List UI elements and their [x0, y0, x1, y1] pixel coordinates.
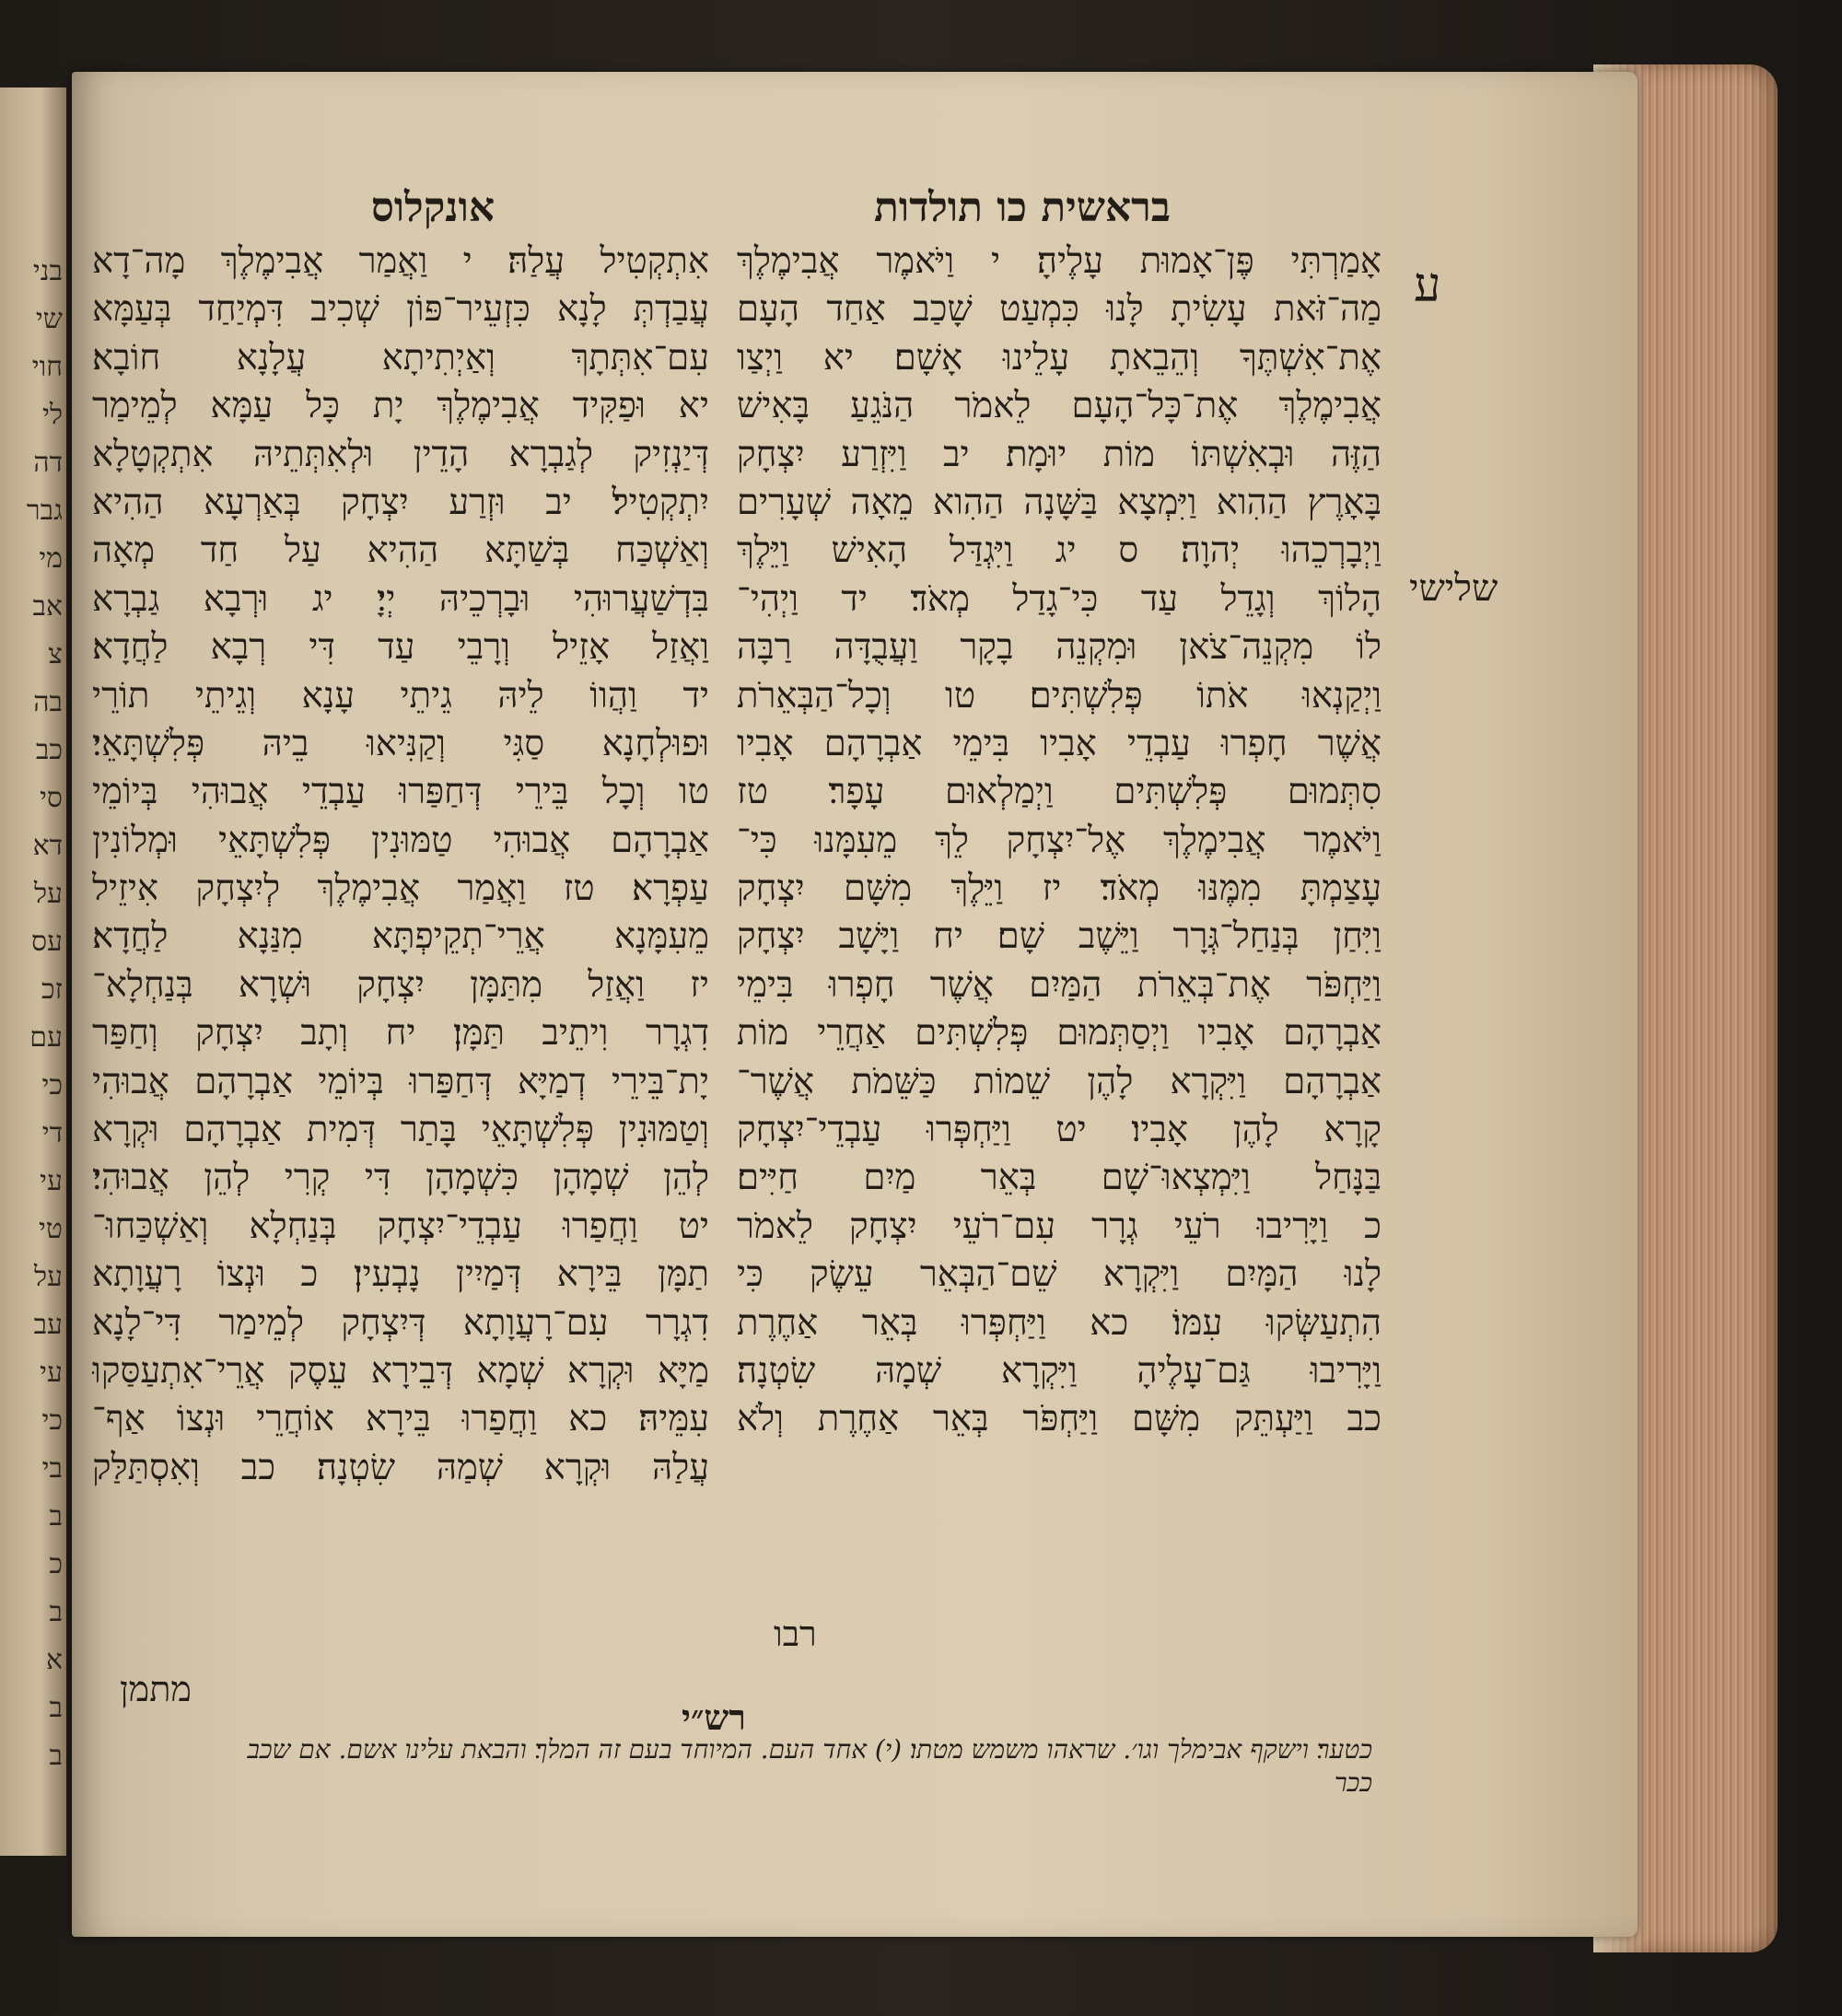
torah-text-line: עָצַמְתָּ מִמֶּנּוּ מְאֹד׃ יז וַיֵּלֶךְ מִשָּׁם יִצְחָק: [737, 868, 1382, 910]
previous-page-fragment: שי: [35, 303, 63, 335]
targum-text-line: מֵעִמָּנָא אֲרֵי־תְקֵיפְתָּא מִנַּנָא לַחֲדָא׃: [92, 915, 709, 958]
torah-text-line: בַּנָּחַל וַיִּמְצְאוּ־שָׁם בְּאֵר מַיִם חַיִּים׃: [737, 1157, 1382, 1199]
previous-page-fragment: ב: [49, 1500, 63, 1532]
torah-text-line: וַיְבָרְכֵהוּ יְהוָה׃ ס יג וַיִּגְדַּל הָאִישׁ וַיֵּלֶךְ: [737, 530, 1382, 572]
torah-text-line: הָלוֹךְ וְגָדֵל עַד כִּי־גָדַל מְאֹד׃ יד וַיְהִי־: [737, 577, 1382, 620]
torah-text-line: כב וַיַּעְתֵּק מִשָּׁם וַיַּחְפֹּר בְּאֵר אַחֶרֶת וְלֹא: [737, 1398, 1382, 1440]
previous-page-fragment: טי: [39, 1213, 63, 1245]
torah-text-line: סִתְּמוּם פְּלִשְׁתִּים וַיְמַלְאוּם עָפָר׃ טז: [737, 771, 1382, 813]
rashi-commentary: [83, 1733, 1372, 1800]
targum-text-line: עֲבַדְתְּ לָנָא כִּזְעֵיר־פּוֹן שְׁכִיב דִּמְיַחַד בְּעַמָּא: [92, 288, 709, 331]
torah-text-line: וַיְקַנְאוּ אֹתוֹ פְּלִשְׁתִּים׃ טו וְכָל־הַבְּאֵרֹת: [737, 674, 1382, 717]
torah-text-line: לָנוּ הַמָּיִם וַיִּקְרָא שֵׁם־הַבְּאֵר עֵשֶׂק כִּי: [737, 1253, 1382, 1296]
torah-text-line: מַה־זֹּאת עָשִׂיתָ לָּנוּ כִּמְעַט שָׁכַב אַחַד הָעָם: [737, 288, 1382, 331]
previous-page-fragment: בה: [33, 686, 63, 718]
rashi-line: כטער׃ וישקף אבימלך וגו׳. שראהו משמש מטתו׃ (י) אחד העם. המיוחד בעם זה המלך׃ והבאת עלינו אשם. אם שכב: [247, 1734, 1372, 1765]
targum-text-line: וּפוּלְחָנָא סַגִּי וְקַנִּיאוּ בֵיהּ פְּלִשְׁתָּאֵי׃: [92, 722, 709, 764]
previous-page-fragment: על: [33, 878, 63, 910]
previous-page-fragment: צ: [48, 638, 63, 670]
torah-text-line: אֲבִימֶלֶךְ אֶת־כָּל־הָעָם לֵאמֹר הַנֹּגֵעַ בָּאִישׁ: [737, 385, 1382, 427]
torah-text-line: קָרָא לָהֶן אָבִיו׃ יט וַיַּחְפְּרוּ עַבְדֵי־יִצְחָק: [737, 1109, 1382, 1151]
previous-page-fragment: כי: [41, 1404, 63, 1437]
previous-page-fragment: סי: [40, 782, 63, 814]
targum-text-line: עִם־אִתְּתָךְ וְאַיְתִיתָא עֲלָנָא חוֹבָא׃: [92, 336, 709, 379]
previous-page-edge: [0, 87, 66, 1856]
torah-text-line: אַבְרָהָם אָבִיו וַיְסַתְּמוּם פְּלִשְׁתִּים אַחֲרֵי מוֹת: [737, 1012, 1382, 1055]
previous-page-fragment: כי: [41, 1069, 63, 1101]
torah-text-line: אַבְרָהָם וַיִּקְרָא לָהֶן שֵׁמוֹת כַּשֵּׁמֹת אֲשֶׁר־: [737, 1060, 1382, 1102]
previous-page-fragment: די: [41, 1117, 63, 1149]
previous-page-fragment: עי: [40, 1357, 63, 1389]
targum-text-line: אִתְקְטִיל עֲלַהּ׃ י וַאֲמַר אֲבִימֶלֶךְ מָה־דָא: [92, 240, 709, 282]
previous-page-fragment: עם: [29, 1021, 63, 1054]
torah-text-line: הַזֶּה וּבְאִשְׁתּוֹ מוֹת יוּמָת׃ יב וַיִּזְרַע יִצְחָק: [737, 433, 1382, 475]
targum-text-line: וְטַמּוּנִין פְּלִשְׁתָּאֵי בָּתַר דְּמִית אַבְרָהָם וּקְרָא: [92, 1109, 709, 1151]
torah-text-column: [737, 238, 1382, 1444]
targum-text-line: טו וְכָל בֵּירֵי דְּחַפַּרוּ עַבְדֵי אֲבוּהִי בְּיוֹמֵי: [92, 771, 709, 813]
torah-text-line: אֶת־אִשְׁתֶּךָ וְהֵבֵאתָ עָלֵינוּ אָשָׁם׃ יא וַיְצַו: [737, 336, 1382, 379]
previous-page-fragment: עב: [33, 1309, 63, 1341]
targum-text-line: יִתְקְטִיל׃ יב וּזְרַע יִצְחָק בְּאַרְעָא הַהִיא: [92, 481, 709, 523]
torah-text-line: וַיַּחְפֹּר אֶת־בְּאֵרֹת הַמַּיִם אֲשֶׁר חָפְרוּ בִּימֵי: [737, 963, 1382, 1006]
previous-page-fragment: זכ: [41, 973, 63, 1006]
torah-text-line: הִתְעַשְּׂקוּ עִמּוֹ׃ כא וַיַּחְפְּרוּ בְּאֵר אַחֶרֶת: [737, 1301, 1382, 1344]
targum-text-line: וַאֲזַל אָזֵיל וְרָבֵי עַד דִּי רְבָא לַחֲדָא׃: [92, 626, 709, 669]
previous-page-fragment: ב: [49, 1596, 63, 1628]
previous-page-fragment: דא: [32, 830, 63, 862]
previous-page-fragment: ב: [49, 1692, 63, 1724]
targum-text-column: [92, 238, 709, 1492]
targum-text-line: יא וּפַקִּיד אֲבִימֶלֶךְ יָת כָּל עַמָּא לְמֵימַר: [92, 385, 709, 427]
previous-page-fragment: כ: [49, 1548, 63, 1580]
targum-text-line: דְּיַנְזִיק לְגַבְרָא הָדֵין וּלְאִתְּתֵיהּ אִתְקְטָלָא: [92, 433, 709, 475]
torah-text-line: כ וַיָּרִיבוּ רֹעֵי גְרָר עִם־רֹעֵי יִצְחָק לֵאמֹר: [737, 1205, 1382, 1247]
rashi-title: רש״י: [682, 1696, 746, 1738]
previous-page-fragment: גבר: [26, 495, 63, 527]
previous-page-fragment: עי: [40, 1165, 63, 1197]
previous-page-fragment: מי: [39, 542, 63, 575]
targum-text-line: עֲלַהּ וּקְרָא שְׁמַהּ שִׂטְנָה׃ כב וְאִסְתַּלַּק: [92, 1446, 709, 1488]
previous-page-fragment: לי: [42, 399, 63, 431]
targum-text-line: אַבְרָהָם אֲבוּהִי טַמּוּנִין פְּלִשְׁתָּאֵי וּמְלוֹנִין: [92, 819, 709, 861]
targum-text-line: דִגְרָר עִם־רָעֲוָתָא דְּיִצְחָק לְמֵימַר דִּי־לָנָא: [92, 1301, 709, 1344]
torah-catchword: רבו: [774, 1614, 817, 1654]
targum-text-line: יד וַהֲווֹ לֵיהּ גֵיתֵי עָנָא וְגֵיתֵי תוֹרֵי: [92, 674, 709, 717]
targum-catchword: מתמן: [120, 1669, 192, 1709]
previous-page-fragment: בני: [32, 255, 63, 287]
torah-text-line: וַיִּחַן בְּנַחַל־גְּרָר וַיֵּשֶׁב שָׁם׃ יח וַיָּשָׁב יִצְחָק: [737, 915, 1382, 958]
targum-text-line: דִגְרָר וִיתֵיב תַּמָּן׃ יח וְתָב יִצְחָק וְחַפַּר: [92, 1012, 709, 1055]
targum-text-line: יט וַחֲפַרוּ עַבְדֵי־יִצְחָק בְּנַחְלָא וְאַשְׁכַּחוּ־: [92, 1205, 709, 1247]
targum-text-line: מַיָּא וּקְרָא שְׁמָא דְּבֵירָא עֵסֶק אֲרֵי־אִתְעַסַּקוּ: [92, 1349, 709, 1392]
torah-text-line: וַיֹּאמֶר אֲבִימֶלֶךְ אֶל־יִצְחָק לֵךְ מֵעִמָּנוּ כִּי־: [737, 819, 1382, 861]
torah-text-line: וַיָּרִיבוּ גַּם־עָלֶיהָ וַיִּקְרָא שְׁמָהּ שִׂטְנָה׃: [737, 1349, 1382, 1392]
margin-aliya-label: שלישי: [1409, 567, 1498, 610]
targum-text-line: תַמָּן בֵּירָא דְּמַיִין נָבְעִין׃ כ וּנְצוֹ רָעֲוָתָא: [92, 1253, 709, 1296]
page-header-targum-title: אונקלוס: [370, 184, 495, 231]
torah-text-line: בָּאָרֶץ הַהִוא וַיִּמְצָא בַּשָּׁנָה הַהִוא מֵאָה שְׁעָרִים: [737, 481, 1382, 523]
previous-page-fragment: כב: [35, 734, 63, 766]
torah-text-line: אָמַרְתִּי פֶּן־אָמוּת עָלֶיהָ׃ י וַיֹּאמֶר אֲבִימֶלֶךְ: [737, 240, 1382, 282]
targum-text-line: יז וַאֲזַל מִתַּמָּן יִצְחָק וּשְׁרָא בְּנַחְלָא־: [92, 963, 709, 1006]
previous-page-fragment: דה: [33, 447, 63, 479]
targum-text-line: עַפְרָא׃ טז וַאֲמַר אֲבִימֶלֶךְ לְיִצְחָק אִיזֵיל: [92, 868, 709, 910]
targum-text-line: בִּדְשַׁעֲרוּהִי וּבָרְכֵיהּ יְיָ׃ יג וּרְבָא גַבְרָא: [92, 577, 709, 620]
previous-page-fragment: חוי: [31, 351, 63, 383]
previous-page-fragment: על: [33, 1261, 63, 1293]
targum-text-line: יָת־בֵּירֵי דְמַיָּא דְּחַפַּרוּ בְּיוֹמֵי אַבְרָהָם אֲבוּהִי: [92, 1060, 709, 1102]
margin-mark: ע: [1414, 258, 1441, 313]
previous-page-fragment: אב: [32, 590, 63, 623]
targum-text-line: וְאַשְׁכַּח בְּשַׁתָּא הַהִיא עַל חַד מְאָה: [92, 530, 709, 572]
page-header-book-title: בראשית כו תולדות: [874, 184, 1171, 231]
targum-text-line: לְהֵן שְׁמָהָן כִּשְׁמָהָן דִּי קְרִי לְהֵן אֲבוּהִי׃: [92, 1157, 709, 1199]
rashi-line: ככר: [1334, 1767, 1372, 1798]
targum-text-line: עִמֵּיהּ׃ כא וַחֲפַרוּ בֵּירָא אוֹחֲרֵי וּנְצוֹ אַף־: [92, 1398, 709, 1440]
previous-page-fragment: ב: [49, 1740, 63, 1772]
torah-text-line: לוֹ מִקְנֵה־צֹאן וּמִקְנֵה בָקָר וַעֲבֻדָּה רַבָּה: [737, 626, 1382, 669]
previous-page-fragment: עס: [30, 926, 63, 958]
previous-page-fragment: א: [45, 1644, 63, 1676]
torah-text-line: אֲשֶׁר חָפְרוּ עַבְדֵי אָבִיו בִּימֵי אַבְרָהָם אָבִיו: [737, 722, 1382, 764]
previous-page-fragment: בי: [41, 1452, 63, 1485]
